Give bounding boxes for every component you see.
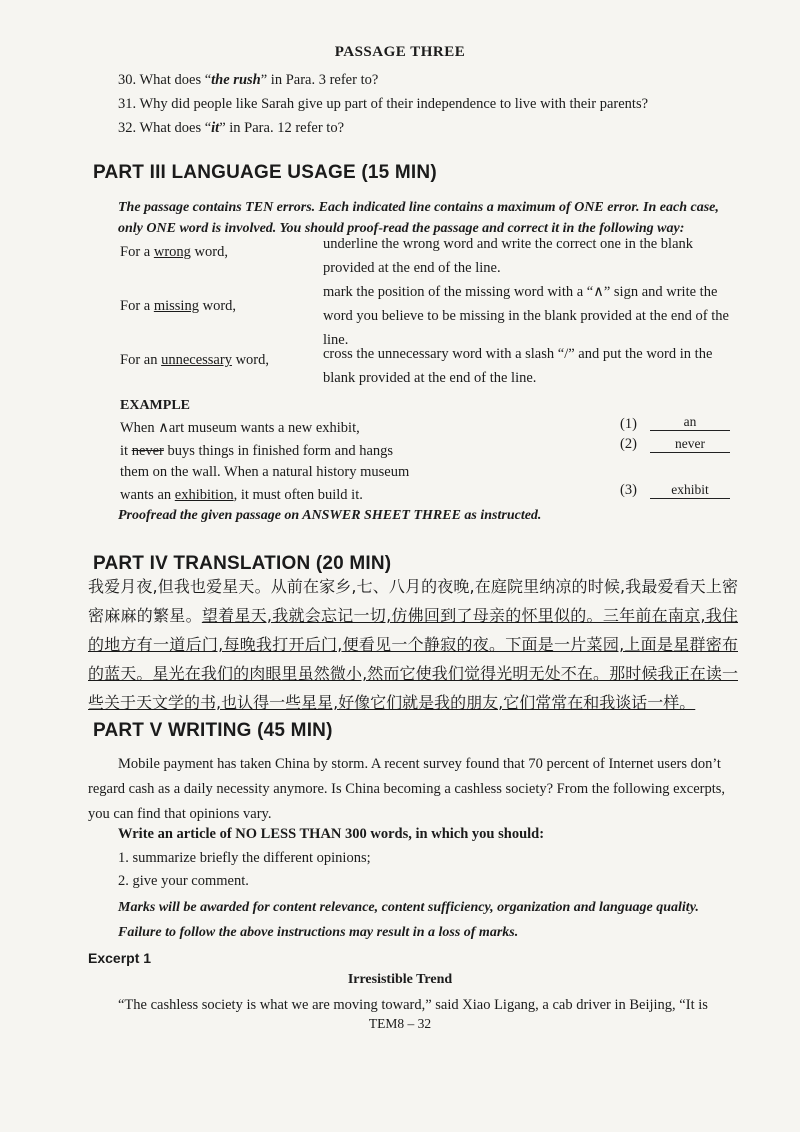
excerpt-text: “The cashless society is what we are moving toward,” said Xiao Ligang, a cab driver in Beijing, “It is: [118, 997, 708, 1013]
passage-three-title: PASSAGE THREE: [334, 44, 466, 60]
example-heading: EXAMPLE: [120, 398, 190, 413]
proofread-instruction: Proofread the given passage on ANSWER SHEET THREE as instructed.: [118, 508, 542, 523]
rule-wrong-label: For a wrong word,: [120, 244, 228, 260]
writing-item-2: 2. give your comment.: [118, 873, 249, 889]
example-line-2: it never buys things in finished form and hangs: [120, 443, 394, 459]
part5-heading: PART V WRITING (45 MIN): [93, 720, 333, 741]
page-footer: TEM8 – 32: [368, 1016, 432, 1031]
example-num-2: (2): [620, 436, 637, 452]
example-line-3: them on the wall. When a natural history museum: [120, 464, 410, 480]
part4-heading: PART IV TRANSLATION (20 MIN): [93, 553, 392, 574]
question-31: 31. Why did people like Sarah give up part of their independence to live with their parents?: [118, 96, 649, 112]
rule-missing-label: For a missing word,: [120, 298, 237, 314]
question-30: 30. What does “the rush” in Para. 3 refer to?: [118, 72, 379, 88]
example-answer-2: never: [650, 436, 730, 453]
writing-item-1: 1. summarize briefly the different opinions;: [118, 850, 371, 866]
example-answer-3: exhibit: [650, 482, 730, 499]
rule-wrong-text: underline the wrong word and write the correct one in the blank provided at the end of the line.: [323, 236, 694, 276]
example-line-4: wants an exhibition, it must often build it.: [120, 487, 363, 503]
excerpt-label: Excerpt 1: [88, 950, 152, 966]
translation-passage: 我爱月夜,但我也爱星天。从前在家乡,七、八月的夜晚,在庭院里纳凉的时候,我最爱看天上密密麻麻的繁星。望着星天,我就会忘记一切,仿佛回到了母亲的怀里似的。三年前在南京,我住的地方有一道后门,每晚我打开后门,便看见一个静寂的夜。下面是一片菜园,上面是星群密布的蓝天。星光在我们的肉眼里虽然微小,然而它使我们觉得光明无处不在。那时候我正在读一些关于天文学的书,也认得一些星星,好像它们就是我的朋友,它们常常在和我谈话一样。: [88, 577, 738, 712]
question-32: 32. What does “it” in Para. 12 refer to?: [118, 120, 345, 136]
part3-instruction: The passage contains TEN errors. Each indicated line contains a maximum of ONE error. In each case, only ONE word is involved. You should proof-read the passage and correct it in the following way:: [118, 200, 719, 236]
rule-unnecessary-label: For an unnecessary word,: [120, 352, 270, 368]
marks-note: Marks will be awarded for content relevance, content sufficiency, organization and language quality. Failure to follow the above instructions may result in a loss of marks.: [118, 900, 699, 940]
writing-instruction: Write an article of NO LESS THAN 300 words, in which you should:: [118, 826, 545, 842]
example-line-1: When ∧art museum wants a new exhibit,: [120, 420, 360, 436]
writing-prompt: Mobile payment has taken China by storm. A recent survey found that 70 percent of Internet users don’t regard cash as a daily necessity anymore. Is China becoming a cashless society? From the following excerpts, you can find that opinions vary.: [88, 756, 726, 822]
rule-unnecessary-text: cross the unnecessary word with a slash “/” and put the word in the blank provided at the end of the line.: [323, 346, 713, 386]
excerpt-title: Irresistible Trend: [347, 972, 453, 987]
example-num-3: (3): [620, 482, 637, 498]
part3-heading: PART III LANGUAGE USAGE (15 MIN): [93, 162, 437, 183]
example-answer-1: an: [650, 414, 730, 431]
rule-missing-text: mark the position of the missing word with a “∧” sign and write the word you believe to be missing in the blank provided at the end of the line.: [323, 284, 729, 348]
example-num-1: (1): [620, 416, 637, 432]
